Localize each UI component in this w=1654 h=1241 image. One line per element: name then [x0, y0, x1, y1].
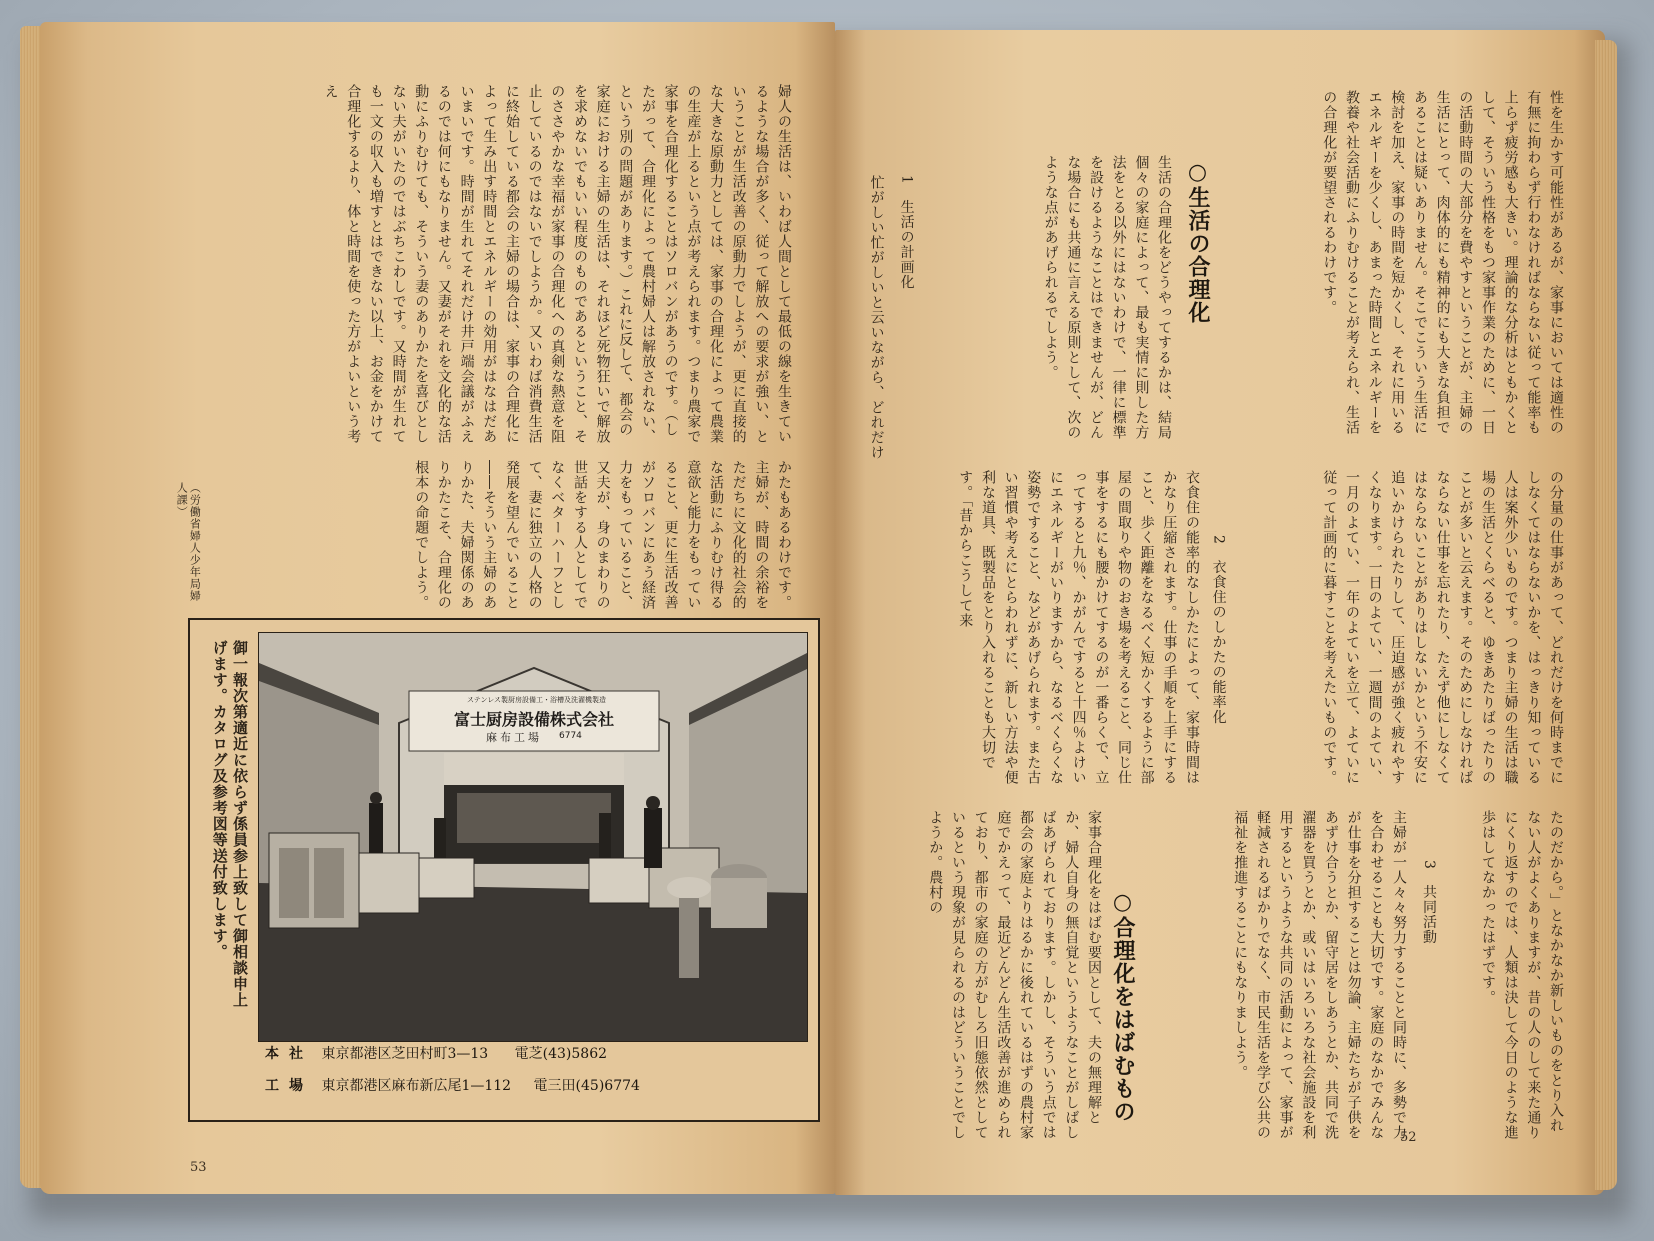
heading-rationalization: ○生活の合理化: [1185, 160, 1210, 324]
sign-company-name: 富士厨房設備株式会社: [453, 710, 614, 729]
factory-photo: [258, 632, 808, 1042]
ad-factory-address: [265, 1075, 640, 1095]
page-number-left: 53: [190, 1160, 207, 1175]
right-page-edges: [1595, 40, 1617, 1190]
item2-text: 衣食住の能率的なしかたによって、家事時間はかなり圧縮されます。仕事の手順を上手にすること、歩く距離をなるべく短かくするように部屋の間取りや物のおき場を考えること、同じ仕事をするにも腰かけてするのが一番らくで、立ってすると九％、かがんですると十四％よけいにエネルギーがいりますから、なるべくらくな姿勢ですること、などがあげられます。また古い習慣や考えにとらわれずに、新しい方法や便利な道具、既製品をとり入れることも大切です。「昔からこうして来: [957, 470, 1200, 785]
ad-office-address: [265, 1043, 607, 1063]
heading-obstacles: ○合理化をはばむもの: [1110, 890, 1135, 1123]
author-byline: （労働省婦人少年局婦人課）: [175, 482, 202, 602]
item3-label: 3 共同活動: [1421, 860, 1437, 945]
item1-text: 忙がしい忙がしいと云いながら、どれだけ: [868, 175, 885, 460]
item3-text: 主婦が一人々々努力することと同時に、多勢で力を合わせることも大切です。家庭のなかでみんなが仕事を分担することは勿論、主婦たちが子供をあずけ合うとか、留守居をしあうとか、共同で洗濯器を買うとか、或いはいろいろな社会施設を利用するというような共同の活動によって、家事が軽減されるばかりでなく、市民生活を学び公共の福祉を推進することにもなりましよう。: [1232, 810, 1407, 1140]
section2-text-column: の分量の仕事があって、どれだけを何時までにしなくてはならないかを、はっきり知っている人は案外少いものです。つまり主婦の生活は職場の生活とくらべると、ゆきあたりばったりのことが多いと云えます。そのためにしなければならない仕事を忘れたり、たえず他にしなくてはならないことがありはしないかという不安に追いかけられたりして、圧迫感が強く疲れやすくなります。一日のよてい、一週間のよてい、一月のよてい、一年のよていを立て、よていに従って計画的に暮すことを考えたいものです。: [1321, 470, 1564, 785]
sign-small-text: ステンレス製厨房設備工・浴槽及洗濯機製造: [466, 696, 607, 704]
ad-side-text: 御一報次第適近に依らず係員参上致して御相談申上げます。カタログ及参考図等送付致します。: [210, 640, 249, 1008]
ad-factory-label: 工場: [265, 1078, 313, 1094]
ad-factory-phone: 電三田(45)6774: [533, 1078, 640, 1094]
item1-label: 1 生活の計画化: [898, 175, 915, 290]
right-page: [835, 30, 1605, 1195]
sign-factory-name: 麻布工場: [486, 731, 542, 744]
left-page-body-text: 婦人の生活は、いわば人間として最低の線を生きているような場合が多く、従って解放への要求が強い、ということが生活改善の原動力でしようが、更に直接的な大きな原動力としては、家事の合理化によって農業の生産が上るという点が考えられます。つまり農家で家事を合理化することはソロバンがあうのです。（したがって、合理化によって農村婦人は解放されない、という別の問題があります。）これに反して、都会の家庭における主婦の生活は、それほど死物狂いで解放を求めないでもいい程度のものであるということ、そのささやかな幸福が家事の合理化への真剣な熱意を阻止しているのではないでしようか。又いわば消費生活に終始している都会の主婦の場合は、家事の合理化によって生み出す時間とエネルギーの効用がはなはだあいまいです。時間が生れてそれだけ井戸端会議がふえるのでは何にもなりません。又妻がそれを文化的な活動にふりむけても、そういう妻のありかたを喜びとしない夫がいたのではぶちこわしです。又時間が生れても一文の収入も増すとはできない以上、お金をかけて合理化するより、体と時間を使った方がよいという考え: [322, 84, 792, 444]
sign-phone: 6774: [559, 731, 582, 741]
intro-paragraph: 性を生かす可能性があるが、家事においては適性の有無に拘わらず行わなければならない従って能率も上らず疲労感も大きい。理論的な分析はともかくとして、そういう性格をもつ家事作業のために、一日の活動時間の大部分を費やすということが、主婦の生活にとって、肉体的にも精神的にも大きな負担であることは疑いありません。そこでこういう生活に検討を加え、家事の時間を短かくし、それに用いるエネルギーを少くし、あまった時間とエネルギーを教養や社会活動にふりむけることが考えられ、生活の合理化が要望されるわけです。: [1321, 90, 1564, 435]
page-number-right: 52: [1400, 1130, 1417, 1145]
ad-office-street: 東京都港区芝田村町3—13: [321, 1046, 489, 1062]
section3-text-column: たのだから。」となかなか新しいものをとり入れない人がよくありますが、昔の人のして来た通りにくり返すのでは、人類は決して今日のような進歩はしてなかったはずです。: [1479, 810, 1564, 1140]
ad-office-phone: 電芝(43)5862: [514, 1046, 608, 1062]
section1-text: 生活の合理化をどうやってするかは、結局個々の家庭によって、最も実情に則した方法をとる以外にはないわけで、一律に標準を設けるようなことはできませんが、どんな場合にも共通に言える原則として、次のような点があげられるでしよう。: [1042, 155, 1172, 440]
section2-body: 家事合理化をはばむ要因として、夫の無理解とか、婦人自身の無自覚というようなことがしばしばあげられております。しかし、そういう点では都会の家庭よりはるかに後れているはずの農村家庭でかえって、最近どんどん生活改善が進められており、都市の家庭の方がむしろ旧態依然としているという現象が見られるのはどういうことでしようか。農村の: [927, 810, 1102, 1140]
ad-factory-street: 東京都港区麻布新広尾1—112: [321, 1078, 512, 1094]
left-page-body-text-continued: かたもあるわけです。主婦が、時間の余裕をただちに文化的社会的な活動にふりむけ得る意欲と能力をもっていること、更に生活改善がソロバンにあう経済力をもっていること、又夫が、身のまわりの世話をする人としてでなくベターハーフとして、妻に独立の人格の発展を望んでいること――そういう主婦のありかた、夫婦関係のありかたこそ、合理化の根本の命題でしよう。: [413, 460, 792, 610]
ad-office-label: 本社: [265, 1046, 313, 1062]
item2-label: 2 衣食住のしかたの能率化: [1210, 535, 1227, 725]
